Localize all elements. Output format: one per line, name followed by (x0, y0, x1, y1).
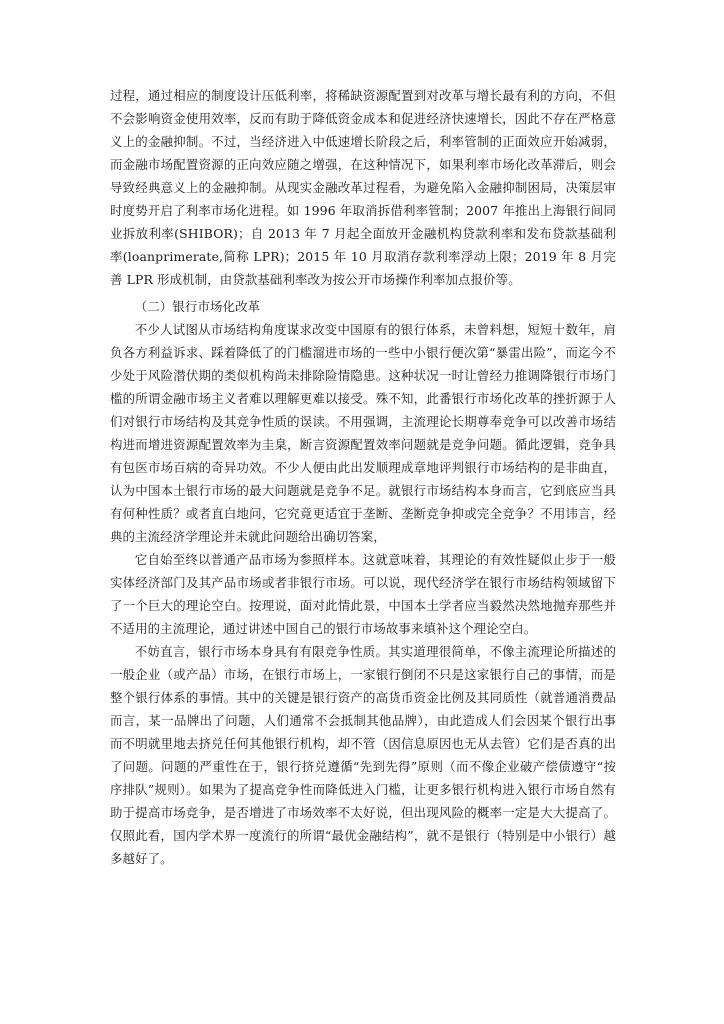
paragraph-limited-competition: 不妨直言，银行市场本身具有有限竞争性质。其实道理很简单，不像主流理论所描述的一般企业（或产品）市场，在银行市场上，一家银行倒闭不只是这家银行自己的事情，而是整个银行体系的事情。其中的关键是银行资产的高货币资金比例及其同质性（就普通消费品而言，某一品牌出了问题，人们通常不会抵制其他品牌），由此造成人们会因某个银行出事而不明就里地去挤兑任何其他银行机构，却不管（因信息原因也无从去管）它们是否真的出了问题。问题的严重性在于，银行挤兑遵循“先到先得”原则（而不像企业破产偿债遵守“按序排队”规则）。如果为了提高竞争性而降低进入门槛，让更多银行机构进入银行市场自然有助于提高市场竞争，是否增进了市场效率不太好说，但出现风险的概率一定是大大提高了。仅照此看，国内学术界一度流行的所谓“最优金融结构”，就不是银行（特别是中小银行）越多越好了。 (110, 644, 616, 866)
paragraph-theory-gap: 它自始至终以普通产品市场为参照样本。这就意味着，其理论的有效性疑似止步于一般实体经济部门及其产品市场或者非银行市场。可以说，现代经济学在银行市场结构领域留下了一个巨大的理论空白。按理说，面对此情此景，中国本土学者应当毅然决然地抛弃那些并不适用的主流理论，通过讲述中国自己的银行市场故事来填补这个理论空白。 (110, 552, 616, 636)
paragraph-bank-market-structure: 不少人试图从市场结构角度谋求改变中国原有的银行体系，未曾料想，短短十数年，肩负各方利益诉求、踩着降低了的门槛溜进市场的一些中小银行便次第“暴雷出险”，而迄今不少处于风险潜伏期的类似机构尚未排除险情隐患。这种状况一时让曾经力推调降银行市场门槛的所谓金融市场主义者难以理解更难以接受。殊不知，此番银行市场化改革的挫折源于人们对银行市场结构及其竞争性质的误读。不用强调，主流理论长期尊奉竞争可以改善市场结构进而增进资源配置效率为圭臬，断言资源配置效率问题就是竞争问题。循此逻辑，竞争具有包医市场百病的奇异功效。不少人便由此出发顺理成章地评判银行市场结构的是非曲直，认为中国本土银行市场的最大问题就是竞争不足。就银行市场结构本身而言，它到底应当具有何种性质？或者直白地问，它究竟更适宜于垄断、垄断竞争抑或完全竞争？不用讳言，经典的主流经济学理论并未就此问题给出确切答案， (110, 322, 616, 544)
document-body (110, 84, 616, 870)
paragraph-interest-rate-reform: 过程，通过相应的制度设计压低利率，将稀缺资源配置到对改革与增长最有利的方向，不但不会影响资金使用效率，反而有助于降低资金成本和促进经济快速增长，因此不存在严格意义上的金融抑制。不过，当经济进入中低速增长阶段之后，利率管制的正面效应开始减弱，而金融市场配置资源的正向效应随之增强，在这种情况下，如果利率市场化改革滞后，则会导致经典意义上的金融抑制。从现实金融改革过程看，为避免陷入金融抑制困局，决策层审时度势开启了利率市场化进程。如 1996 年取消拆借利率管制；2007 年推出上海银行间同业拆放利率(SHIBOR)；自 2013 年 7 月起全面放开金融机构贷款利率和发布贷款基础利率(loanprimerate,简称 LPR)；2015 年 10 月取消存款利率浮动上限；2019 年 8 月完善 LPR 形成机制，由贷款基础利率改为按公开市场操作利率加点报价等。 (110, 88, 616, 287)
section-heading-bank-reform: （二）银行市场化改革 (134, 299, 261, 314)
